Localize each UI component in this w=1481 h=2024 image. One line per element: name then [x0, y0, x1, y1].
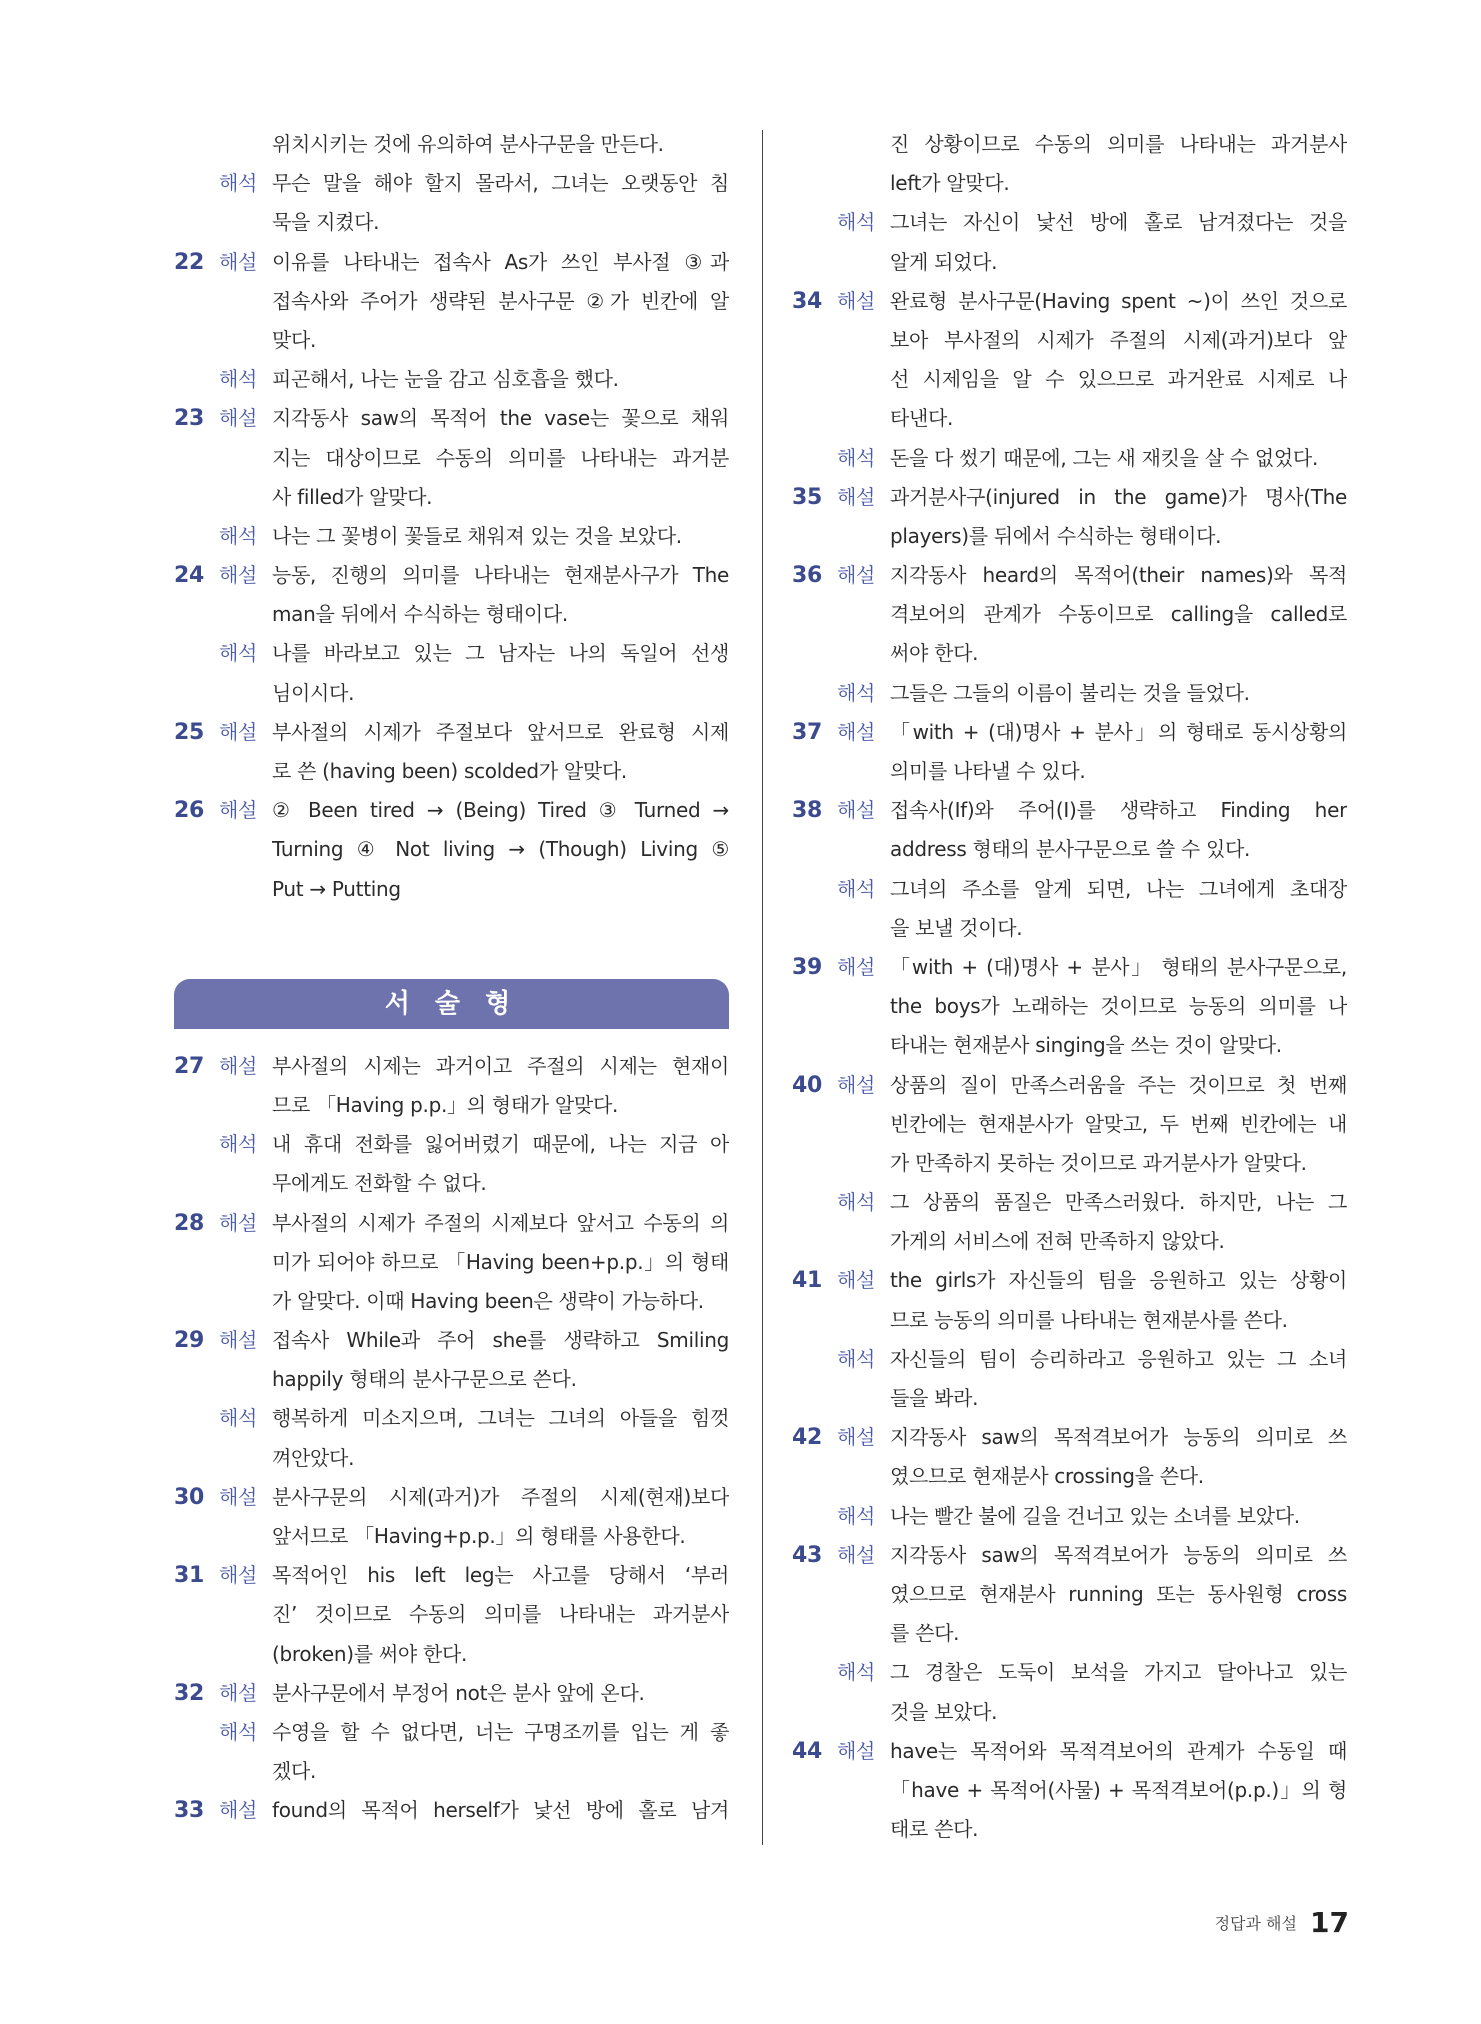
- page-number: 17: [1310, 1906, 1349, 1939]
- text-line: [792, 243, 1347, 282]
- text-line: [792, 1536, 1347, 1575]
- text-line: [174, 1047, 729, 1086]
- entry-text: 맞다.: [272, 327, 317, 352]
- text-line: [792, 1222, 1347, 1261]
- entry-text: 가 알맞다. 이때 Having been은 생략이 가능하다.: [272, 1288, 704, 1313]
- entry-text: 상품의 질이 만족스러움을 주는 것이므로 첫 번째: [890, 1072, 1347, 1097]
- entry-label: 해석: [219, 523, 258, 548]
- entry-text: 분사구문의 시제(과거)가 주절의 시제(현재)보다: [272, 1484, 729, 1509]
- question-number: 34: [792, 288, 823, 314]
- entry-text: 가게의 서비스에 전혀 만족하지 않았다.: [890, 1229, 1225, 1254]
- text-line: [792, 203, 1347, 242]
- entry-text: 진’ 것이므로 수동의 의미를 나타내는 과거분사: [272, 1602, 729, 1627]
- text-line: [792, 1026, 1347, 1065]
- text-line: [174, 1635, 729, 1674]
- entry-text: 지각동사 heard의 목적어(their names)와 목적: [890, 563, 1347, 588]
- entry-text: 과거분사구(injured in the game)가 명사(The: [890, 484, 1347, 509]
- left-column: [174, 125, 729, 1831]
- entry-text: man을 뒤에서 수식하는 형태이다.: [272, 602, 568, 627]
- entry-label: 해설: [837, 719, 876, 744]
- text-line: [792, 830, 1347, 869]
- text-line: [174, 439, 729, 478]
- text-line: [792, 282, 1347, 321]
- entry-text: (broken)를 써야 한다.: [272, 1641, 468, 1666]
- entry-text: 그녀는 자신이 낯선 방에 홀로 남겨졌다는 것을: [890, 210, 1347, 235]
- entry-label: 해설: [219, 1053, 258, 1078]
- entry-label: 해설: [219, 798, 258, 823]
- entry-label: 해설: [837, 798, 876, 823]
- entry-label: 해석: [837, 1190, 876, 1215]
- text-line: [174, 1791, 729, 1830]
- question-number: 28: [174, 1210, 205, 1236]
- question-number: 39: [792, 954, 823, 980]
- entry-text: address 형태의 분사구문으로 쓸 수 있다.: [890, 837, 1251, 862]
- entry-text: 태로 쓴다.: [890, 1817, 979, 1842]
- entry-label: 해석: [837, 680, 876, 705]
- text-line: [792, 1301, 1347, 1340]
- text-line: [792, 1614, 1347, 1653]
- entry-text: 피곤해서, 나는 눈을 감고 심호흡을 했다.: [272, 367, 619, 392]
- entry-text: 행복하게 미소지으며, 그녀는 그녀의 아들을 힘껏: [272, 1406, 729, 1431]
- text-line: [792, 595, 1347, 634]
- entry-label: 해설: [219, 1210, 258, 1235]
- entry-label: 해설: [219, 249, 258, 274]
- entry-text: 이유를 나타내는 접속사 As가 쓰인 부사절 ③과: [272, 249, 729, 274]
- question-number: 32: [174, 1680, 205, 1706]
- text-line: [792, 1732, 1347, 1771]
- question-number: 36: [792, 563, 823, 589]
- section-header: 서 술 형: [174, 979, 729, 1029]
- left-entries: [174, 125, 729, 909]
- entry-text: 지각동사 saw의 목적격보어가 능동의 의미로 쓰: [890, 1425, 1347, 1450]
- entry-label: 해설: [837, 288, 876, 313]
- text-line: [792, 1066, 1347, 1105]
- text-line: [792, 1810, 1347, 1849]
- entry-text: 위치시키는 것에 유의하여 분사구문을 만든다.: [272, 132, 664, 156]
- text-line: [174, 674, 729, 713]
- text-line: [792, 360, 1347, 399]
- entry-text: 수영을 할 수 없다면, 너는 구명조끼를 입는 게 좋: [272, 1719, 729, 1744]
- entry-text: 내 휴대 전화를 잃어버렸기 때문에, 나는 지금 아: [272, 1132, 729, 1157]
- entry-text: players)를 뒤에서 수식하는 형태이다.: [890, 523, 1222, 548]
- entry-text: 그들은 그들의 이름이 불리는 것을 들었다.: [890, 680, 1250, 705]
- text-line: [174, 1204, 729, 1243]
- entry-text: 접속사 While과 주어 she를 생략하고 Smiling: [272, 1328, 729, 1353]
- text-line: [792, 1340, 1347, 1379]
- question-number: 22: [174, 249, 205, 275]
- entry-text: ② Been tired → (Being) Tired ③ Turned →: [272, 798, 729, 823]
- entry-text: 진 상황이므로 수동의 의미를 나타내는 과거분사: [890, 132, 1347, 156]
- question-number: 38: [792, 798, 823, 824]
- text-line: [792, 752, 1347, 791]
- entry-text: 격보어의 관계가 수동이므로 calling을 called로: [890, 602, 1347, 627]
- text-line: [174, 282, 729, 321]
- text-line: [174, 1478, 729, 1517]
- entry-label: 해석: [837, 445, 876, 470]
- text-line: [174, 399, 729, 438]
- text-line: [792, 517, 1347, 556]
- text-line: [174, 203, 729, 242]
- entry-text: 들을 봐라.: [890, 1386, 979, 1410]
- text-line: [174, 1674, 729, 1713]
- entry-label: 해설: [837, 1268, 876, 1293]
- entry-text: 였으므로 현재분사 crossing을 쓴다.: [890, 1464, 1204, 1489]
- text-line: [174, 1086, 729, 1125]
- text-line: [174, 1556, 729, 1595]
- right-entries: [792, 125, 1347, 1849]
- text-line: [792, 478, 1347, 517]
- text-line: [174, 125, 729, 164]
- text-line: [174, 1243, 729, 1282]
- question-number: 33: [174, 1798, 205, 1824]
- text-line: [174, 1125, 729, 1164]
- text-line: [174, 1399, 729, 1438]
- text-line: [174, 870, 729, 909]
- entry-text: found의 목적어 herself가 낯선 방에 홀로 남겨: [272, 1798, 729, 1823]
- question-number: 43: [792, 1542, 823, 1568]
- column-divider: [762, 130, 763, 1845]
- entry-label: 해석: [837, 210, 876, 235]
- text-line: [174, 713, 729, 752]
- text-line: [792, 987, 1347, 1026]
- question-number: 40: [792, 1072, 823, 1098]
- question-number: 35: [792, 484, 823, 510]
- question-number: 31: [174, 1563, 205, 1589]
- entry-text: 므로 「Having p.p.」의 형태가 알맞다.: [272, 1092, 619, 1117]
- text-line: [792, 1575, 1347, 1614]
- entry-text: 겠다.: [272, 1759, 317, 1784]
- entry-text: 목적어인 his left leg는 사고를 당해서 ‘부러: [272, 1563, 729, 1588]
- entry-label: 해석: [837, 876, 876, 901]
- entry-text: 지는 대상이므로 수동의 의미를 나타내는 과거분: [272, 445, 729, 470]
- text-line: [174, 360, 729, 399]
- entry-text: happily 형태의 분사구문으로 쓴다.: [272, 1367, 577, 1392]
- question-number: 44: [792, 1738, 823, 1764]
- text-line: [792, 713, 1347, 752]
- entry-label: 해설: [219, 563, 258, 588]
- text-line: [174, 634, 729, 673]
- entry-text: Put → Putting: [272, 876, 401, 901]
- entry-label: 해설: [837, 1738, 876, 1763]
- entry-label: 해석: [837, 1346, 876, 1371]
- text-line: [792, 909, 1347, 948]
- entry-text: 의미를 나타낼 수 있다.: [890, 759, 1086, 783]
- entry-text: 나는 빨간 불에 길을 건너고 있는 소녀를 보았다.: [890, 1503, 1300, 1528]
- entry-text: Turning ④ Not living → (Though) Living ⑤: [272, 837, 729, 862]
- text-line: [792, 1653, 1347, 1692]
- entry-label: 해설: [837, 954, 876, 979]
- page-footer: [1215, 1906, 1349, 1939]
- entry-text: the girls가 자신들의 팀을 응원하고 있는 상황이: [890, 1268, 1347, 1293]
- text-line: [174, 517, 729, 556]
- entry-text: 능동, 진행의 의미를 나타내는 현재분사구가 The: [272, 563, 729, 588]
- entry-text: 그 상품의 품질은 만족스러웠다. 하지만, 나는 그: [890, 1190, 1347, 1215]
- text-line: [792, 1183, 1347, 1222]
- text-line: [792, 870, 1347, 909]
- text-line: [174, 752, 729, 791]
- entry-text: 「with + (대)명사 + 분사」 형태의 분사구문으로,: [890, 954, 1347, 979]
- entry-text: 선 시제임을 알 수 있으므로 과거완료 시제로 나: [890, 367, 1347, 392]
- entry-label: 해석: [219, 641, 258, 666]
- text-line: [174, 478, 729, 517]
- section-gap: [174, 909, 729, 971]
- entry-text: 타낸다.: [890, 406, 954, 431]
- entry-text: 였으므로 현재분사 running 또는 동사원형 cross: [890, 1581, 1347, 1606]
- text-line: [792, 1457, 1347, 1496]
- entry-text: the boys가 노래하는 것이므로 능동의 의미를 나: [890, 994, 1347, 1019]
- entry-text: 써야 한다.: [890, 641, 979, 666]
- entry-text: 무에게도 전화할 수 없다.: [272, 1171, 487, 1196]
- text-line: [174, 556, 729, 595]
- text-line: [174, 1321, 729, 1360]
- entry-text: 자신들의 팀이 승리하라고 응원하고 있는 그 소녀: [890, 1346, 1347, 1371]
- question-number: 24: [174, 563, 205, 589]
- entry-text: 지각동사 saw의 목적격보어가 능동의 의미로 쓰: [890, 1542, 1347, 1567]
- entry-text: 그녀의 주소를 알게 되면, 나는 그녀에게 초대장: [890, 876, 1347, 901]
- entry-label: 해석: [837, 1660, 876, 1685]
- entry-label: 해설: [219, 406, 258, 431]
- text-line: [174, 595, 729, 634]
- entry-text: 보아 부사절의 시제가 주절의 시제(과거)보다 앞: [890, 327, 1347, 352]
- text-line: [174, 164, 729, 203]
- text-line: [174, 321, 729, 360]
- text-line: [792, 1105, 1347, 1144]
- entry-label: 해설: [837, 563, 876, 588]
- text-line: [792, 634, 1347, 673]
- entry-text: 가 만족하지 못하는 것이므로 과거분사가 알맞다.: [890, 1150, 1307, 1175]
- text-line: [792, 1261, 1347, 1300]
- entry-text: 완료형 분사구문(Having spent ~)이 쓰인 것으로: [890, 288, 1347, 313]
- entry-label: 해설: [219, 719, 258, 744]
- entry-text: 사 filled가 알맞다.: [272, 484, 433, 509]
- entry-text: 를 쓴다.: [890, 1621, 960, 1646]
- question-number: 25: [174, 719, 205, 745]
- entry-text: 알게 되었다.: [890, 249, 998, 274]
- text-line: [174, 1713, 729, 1752]
- question-number: 29: [174, 1328, 205, 1354]
- entry-text: 나는 그 꽃병이 꽃들로 채워져 있는 것을 보았다.: [272, 523, 682, 548]
- text-line: [792, 556, 1347, 595]
- entry-label: 해설: [219, 1484, 258, 1509]
- entry-text: 빈칸에는 현재분사가 알맞고, 두 번째 빈칸에는 내: [890, 1111, 1347, 1136]
- entry-text: 무슨 말을 해야 할지 몰라서, 그녀는 오랫동안 침: [272, 171, 729, 196]
- entry-text: 을 보낼 것이다.: [890, 915, 1023, 940]
- text-line: [792, 1693, 1347, 1732]
- question-number: 27: [174, 1053, 205, 1079]
- text-line: [792, 674, 1347, 713]
- text-line: [792, 1418, 1347, 1457]
- right-column: [792, 125, 1347, 1849]
- question-number: 42: [792, 1425, 823, 1451]
- entry-label: 해석: [219, 367, 258, 392]
- entry-text: 「have + 목적어(사물) + 목적격보어(p.p.)」의 형: [890, 1777, 1347, 1802]
- entry-text: 지각동사 saw의 목적어 the vase는 꽃으로 채워: [272, 406, 729, 431]
- entry-text: 그 경찰은 도둑이 보석을 가지고 달아나고 있는: [890, 1660, 1347, 1685]
- question-number: 26: [174, 798, 205, 824]
- text-line: [174, 1439, 729, 1478]
- text-line: [174, 791, 729, 830]
- entry-text: 「with + (대)명사 + 분사」의 형태로 동시상황의: [890, 719, 1347, 744]
- entry-text: 므로 능동의 의미를 나타내는 현재분사를 쓴다.: [890, 1307, 1288, 1332]
- text-line: [792, 321, 1347, 360]
- entry-label: 해설: [837, 1542, 876, 1567]
- entry-text: 껴안았다.: [272, 1445, 355, 1470]
- text-line: [174, 830, 729, 869]
- question-number: 30: [174, 1484, 205, 1510]
- text-line: [174, 1282, 729, 1321]
- question-number: 37: [792, 719, 823, 745]
- footer-label: 정답과 해설: [1214, 1914, 1297, 1933]
- text-line: [174, 1595, 729, 1634]
- text-line: [792, 439, 1347, 478]
- entry-text: have는 목적어와 목적격보어의 관계가 수동일 때: [890, 1738, 1347, 1763]
- entry-label: 해설: [219, 1328, 258, 1353]
- text-line: [174, 243, 729, 282]
- entry-label: 해설: [219, 1680, 258, 1705]
- text-line: [174, 1752, 729, 1791]
- entry-label: 해석: [219, 1132, 258, 1157]
- entry-label: 해석: [219, 171, 258, 196]
- text-line: [792, 948, 1347, 987]
- entry-label: 해설: [219, 1563, 258, 1588]
- text-line: [792, 1144, 1347, 1183]
- entry-text: 미가 되어야 하므로 「Having been+p.p.」의 형태: [272, 1249, 729, 1274]
- text-line: [174, 1164, 729, 1203]
- entry-text: 부사절의 시제는 과거이고 주절의 시제는 현재이: [272, 1053, 729, 1078]
- entry-text: 부사절의 시제가 주절보다 앞서므로 완료형 시제: [272, 719, 729, 744]
- entry-text: 것을 보았다.: [890, 1699, 998, 1724]
- text-line: [792, 1497, 1347, 1536]
- entry-label: 해석: [219, 1406, 258, 1431]
- entry-label: 해석: [219, 1719, 258, 1744]
- text-line: [174, 1360, 729, 1399]
- text-line: [174, 1517, 729, 1556]
- text-line: [792, 791, 1347, 830]
- entry-text: 접속사와 주어가 생략된 분사구문 ②가 빈칸에 알: [272, 288, 729, 313]
- left-entries-essay: [174, 1047, 729, 1831]
- text-line: [792, 1771, 1347, 1810]
- entry-label: 해석: [837, 1503, 876, 1528]
- entry-text: 분사구문에서 부정어 not은 분사 앞에 온다.: [272, 1680, 645, 1705]
- entry-label: 해설: [837, 1072, 876, 1097]
- entry-text: 돈을 다 썼기 때문에, 그는 새 재킷을 살 수 없었다.: [890, 445, 1319, 470]
- entry-text: 묵을 지켰다.: [272, 210, 380, 235]
- entry-label: 해설: [837, 1425, 876, 1450]
- entry-text: 타내는 현재분사 singing을 쓰는 것이 알맞다.: [890, 1033, 1282, 1058]
- text-line: [792, 1379, 1347, 1418]
- entry-text: 님이시다.: [272, 680, 355, 705]
- question-number: 41: [792, 1268, 823, 1294]
- entry-label: 해설: [219, 1798, 258, 1823]
- text-line: [792, 125, 1347, 164]
- text-line: [792, 399, 1347, 438]
- entry-text: 로 쓴 (having been) scolded가 알맞다.: [272, 759, 627, 783]
- entry-label: 해설: [837, 484, 876, 509]
- entry-text: 나를 바라보고 있는 그 남자는 나의 독일어 선생: [272, 641, 729, 666]
- entry-text: 부사절의 시제가 주절의 시제보다 앞서고 수동의 의: [272, 1210, 729, 1235]
- entry-text: 앞서므로 「Having+p.p.」의 형태를 사용한다.: [272, 1524, 686, 1548]
- entry-text: 접속사(If)와 주어(I)를 생략하고 Finding her: [890, 798, 1347, 823]
- question-number: 23: [174, 406, 205, 432]
- text-line: [792, 164, 1347, 203]
- entry-text: left가 알맞다.: [890, 171, 1010, 196]
